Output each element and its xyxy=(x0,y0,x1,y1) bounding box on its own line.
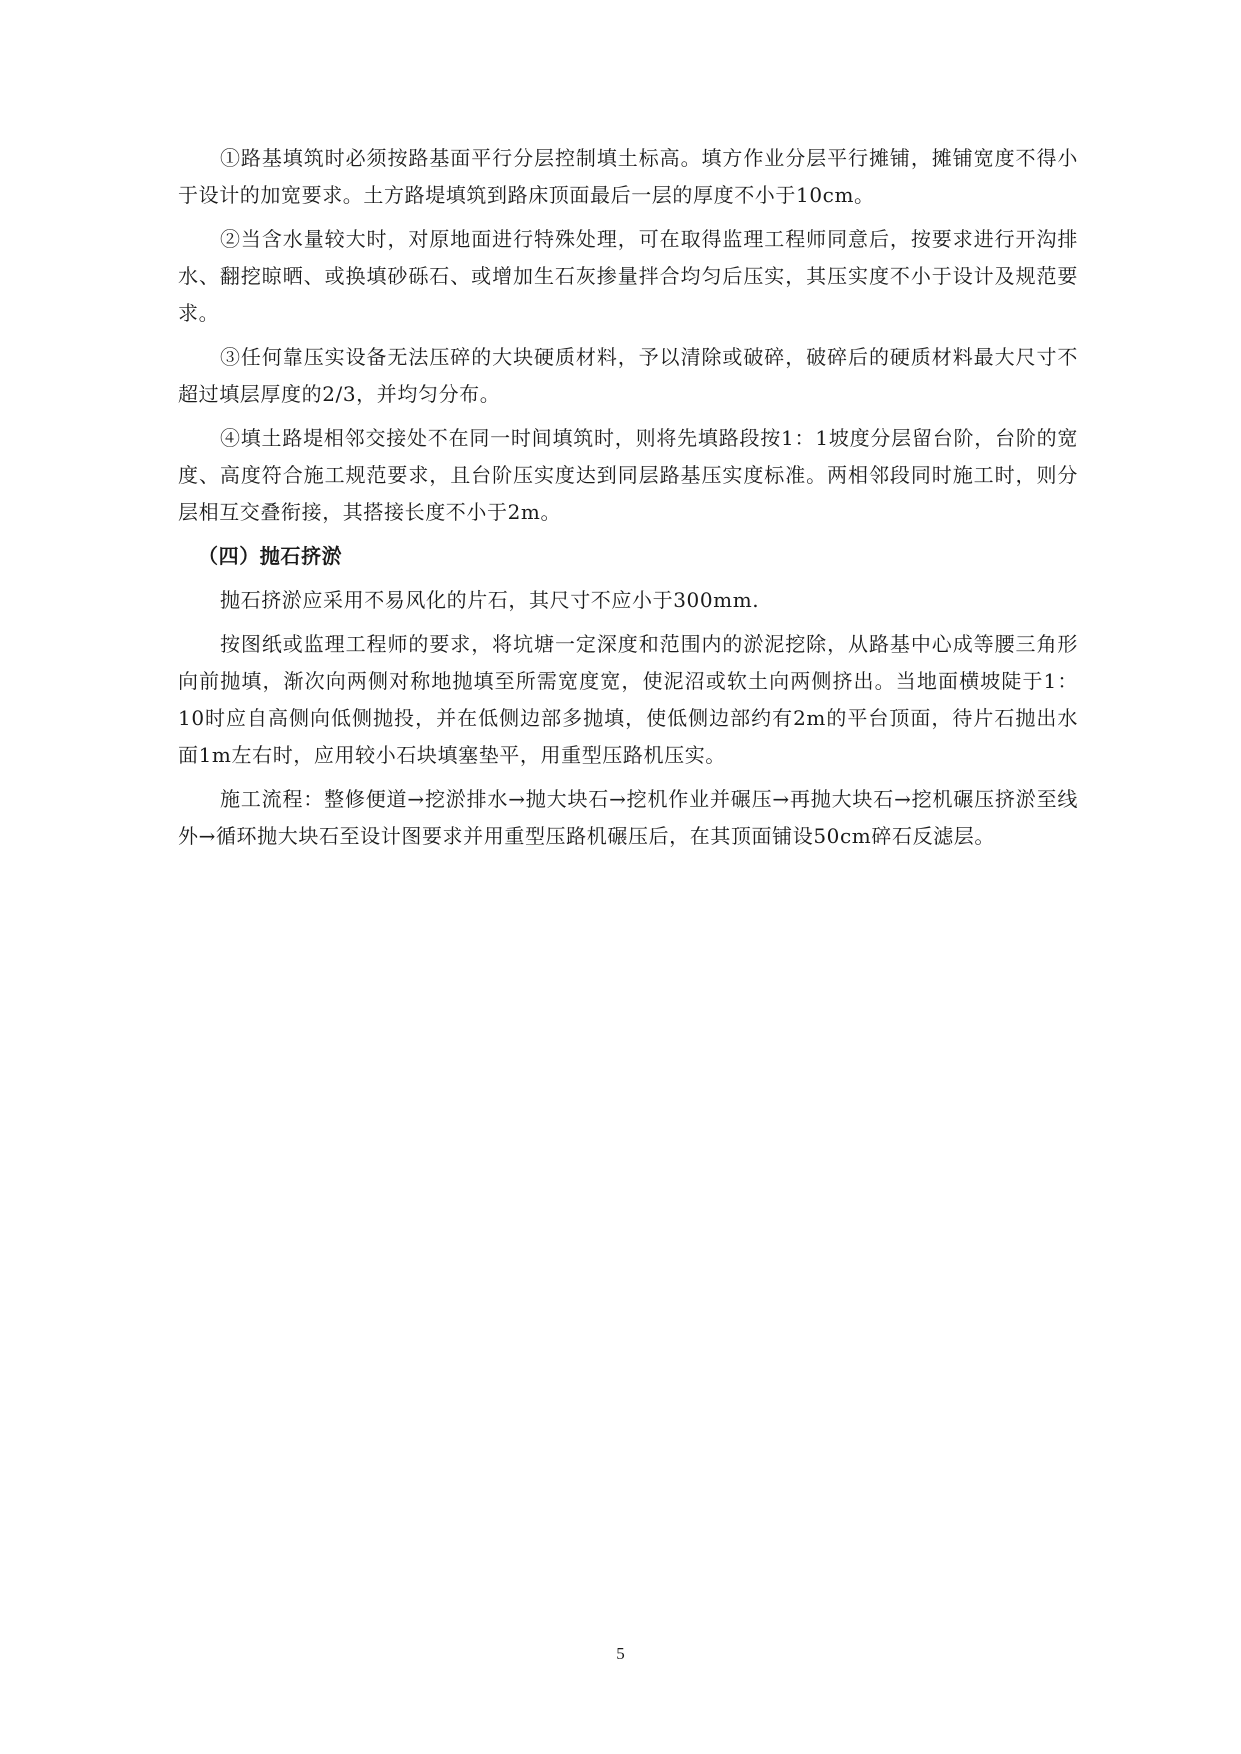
paragraph-hard-material: ③任何靠压实设备无法压碎的大块硬质材料，予以清除或破碎，破碎后的硬质材料最大尺寸不超过填层厚度的2/3，并均匀分布。 xyxy=(178,345,1078,406)
paragraph-fill-layer-control: ①路基填筑时必须按路基面平行分层控制填土标高。填方作业分层平行摊铺，摊铺宽度不得小于设计的加宽要求。土方路堤填筑到路床顶面最后一层的厚度不小于10cm。 xyxy=(178,146,1078,207)
page-number: 5 xyxy=(616,1644,625,1663)
paragraph-adjacent-joint: ④填土路堤相邻交接处不在同一时间填筑时，则将先填路段按1：1坡度分层留台阶，台阶的宽度、高度符合施工规范要求，且台阶压实度达到同层路基压实度标准。两相邻段同时施工时，则分层相互交叠衔接，其搭接长度不小于2m。 xyxy=(178,426,1078,524)
paragraph-high-moisture-treatment: ②当含水量较大时，对原地面进行特殊处理，可在取得监理工程师同意后，按要求进行开沟排水、翻挖晾晒、或换填砂砾石、或增加生石灰掺量拌合均匀后压实，其压实度不小于设计及规范要求。 xyxy=(178,227,1078,325)
paragraph-rock-requirement: 抛石挤淤应采用不易风化的片石，其尺寸不应小于300mm. xyxy=(220,588,760,612)
paragraph-construction-flow: 施工流程：整修便道→挖淤排水→抛大块石→挖机作业并碾压→再抛大块石→挖机碾压挤淤至线外→循环抛大块石至设计图要求并用重型压路机碾压后，在其顶面铺设50cm碎石反滤层。 xyxy=(178,787,1078,848)
paragraph-rock-filling-method: 按图纸或监理工程师的要求，将坑塘一定深度和范围内的淤泥挖除，从路基中心成等腰三角形向前抛填，渐次向两侧对称地抛填至所需宽度宽，使泥沼或软土向两侧挤出。当地面横坡陡于1：10时应自高侧向低侧抛投，并在低侧边部多抛填，使低侧边部约有2m的平台顶面，待片石抛出水面1m左右时，应用较小石块填塞垫平，用重型压路机压实。 xyxy=(178,632,1078,767)
page-body xyxy=(178,140,1078,855)
section-heading: （四）抛石挤淤 xyxy=(198,544,343,568)
